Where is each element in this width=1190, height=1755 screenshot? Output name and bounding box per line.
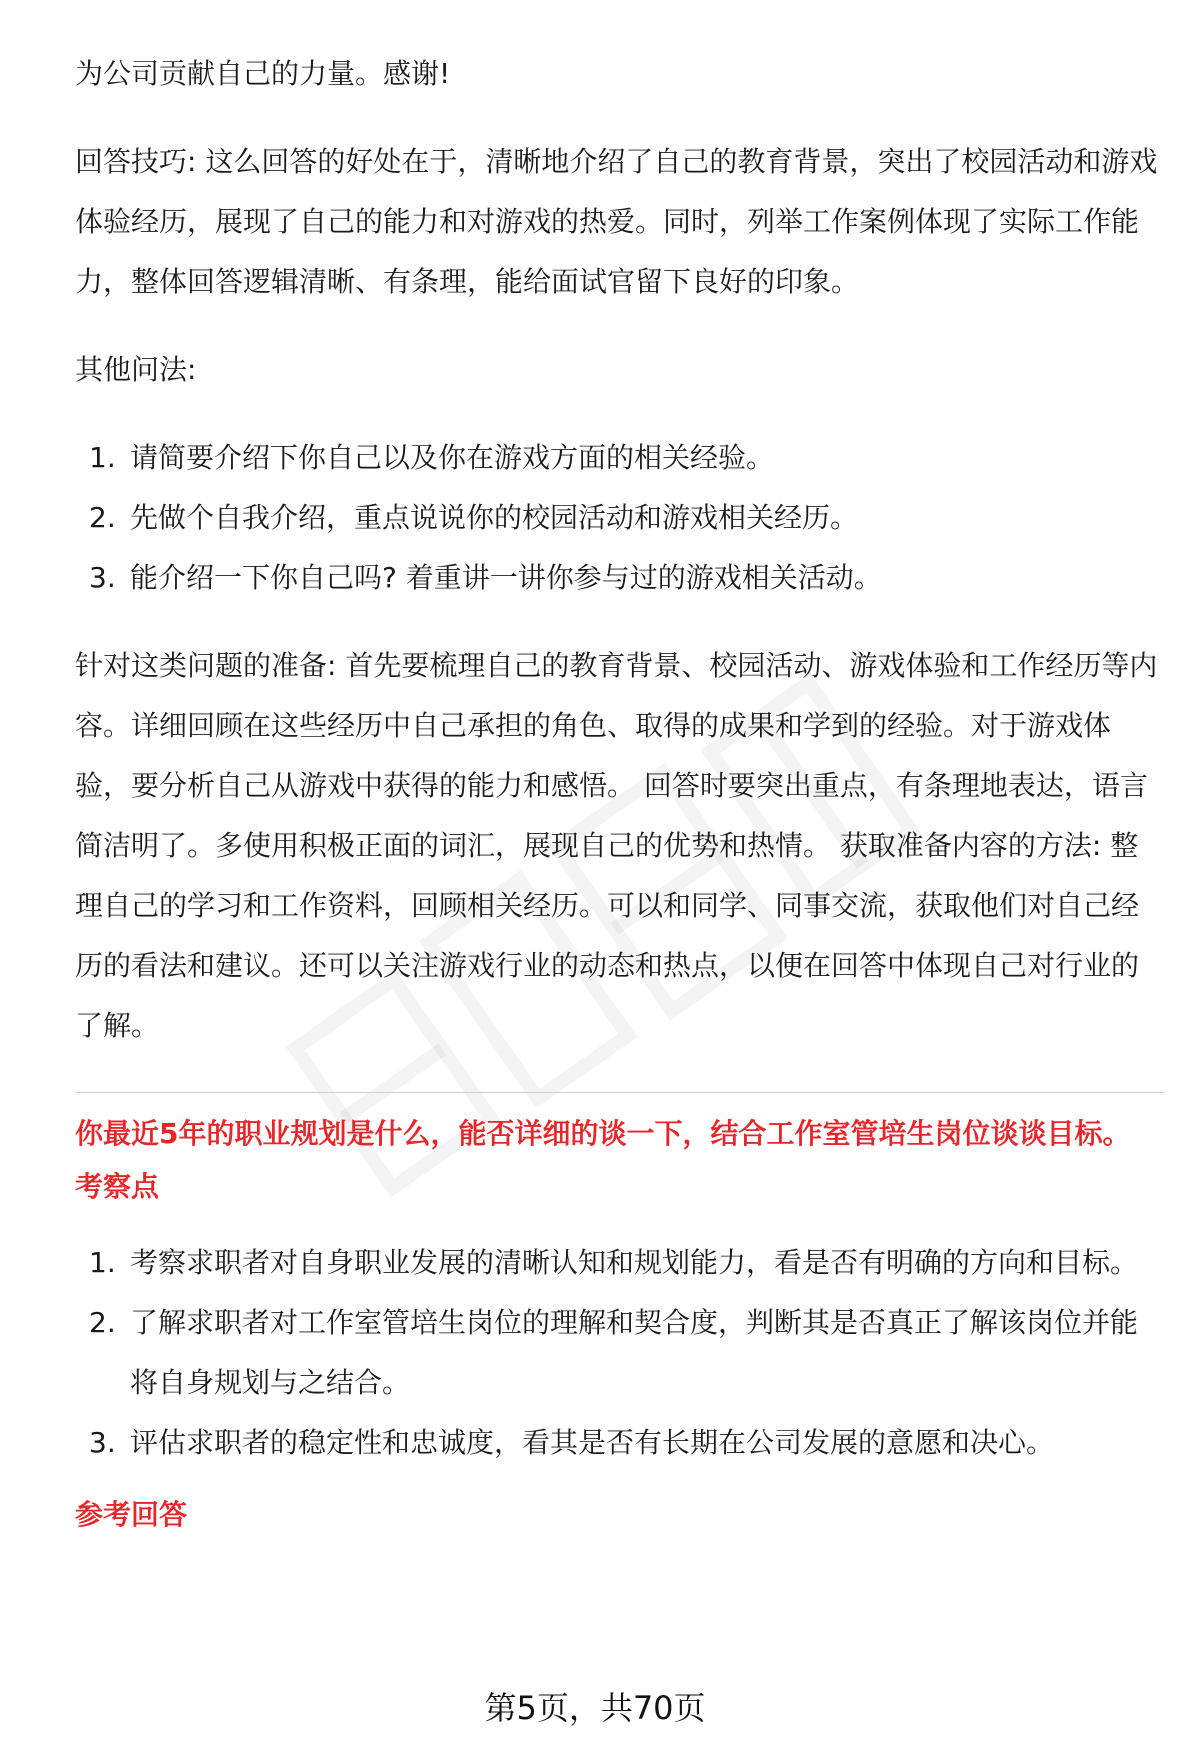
list-item: 3. 评估求职者的稳定性和忠诚度，看其是否有长期在公司发展的意愿和决心。 [89, 1426, 1055, 1459]
answer-tips-paragraph: 回答技巧: 这么回答的好处在于，清晰地介绍了自己的教育背景，突出了校园活动和游戏体验经历，展现了自己的能力和对游戏的热爱。同时，列举工作案例体现了实际工作能力，整体回答逻辑清晰、有条理，能给面试官留下良好的印象。 [75, 145, 1158, 298]
other-questions-title: 其他问法: [75, 353, 197, 386]
focus-points-list [75, 1233, 1165, 1473]
intro-line: 为公司贡献自己的力量。感谢! [75, 57, 451, 90]
list-item: 2. 了解求职者对工作室管培生岗位的理解和契合度，判断其是否真正了解该岗位并能将自身规划与之结合。 [89, 1306, 1139, 1399]
question-heading: 你最近5年的职业规划是什么，能否详细的谈一下，结合工作室管培生岗位谈谈目标。 [75, 1117, 1131, 1150]
list-item: 1. 考察求职者对自身职业发展的清晰认知和规划能力，看是否有明确的方向和目标。 [89, 1246, 1139, 1279]
content-body [75, 44, 1165, 1535]
list-item: 2. 先做个自我介绍，重点说说你的校园活动和游戏相关经历。 [89, 501, 859, 534]
page-footer: 第5页，共70页 [484, 1689, 706, 1727]
other-questions-list [75, 428, 1165, 608]
list-item: 3. 能介绍一下你自己吗? 着重讲一讲你参与过的游戏相关活动。 [89, 561, 882, 594]
focus-points-label: 考察点 [75, 1170, 160, 1203]
preparation-paragraph: 针对这类问题的准备: 首先要梳理自己的教育背景、校园活动、游戏体验和工作经历等内容。详细回顾在这些经历中自己承担的角色、取得的成果和学到的经验。对于游戏体验，要分析自己从游戏中获得的能力和感悟。 回答时要突出重点，有条理地表达，语言简洁明了。多使用积极正面的词汇，展现自己的优势和热情。 获取准备内容的方法: 整理自己的学习和工作资料，回顾相关经历。可以和同学、同事交流，获取他们对自己经历的看法和建议。还可以关注游戏行业的动态和热点，以便在回答中体现自己对行业的了解。 [75, 649, 1158, 1042]
reference-answer-label: 参考回答 [75, 1498, 188, 1531]
list-item: 1. 请简要介绍下你自己以及你在游戏方面的相关经验。 [89, 441, 775, 474]
